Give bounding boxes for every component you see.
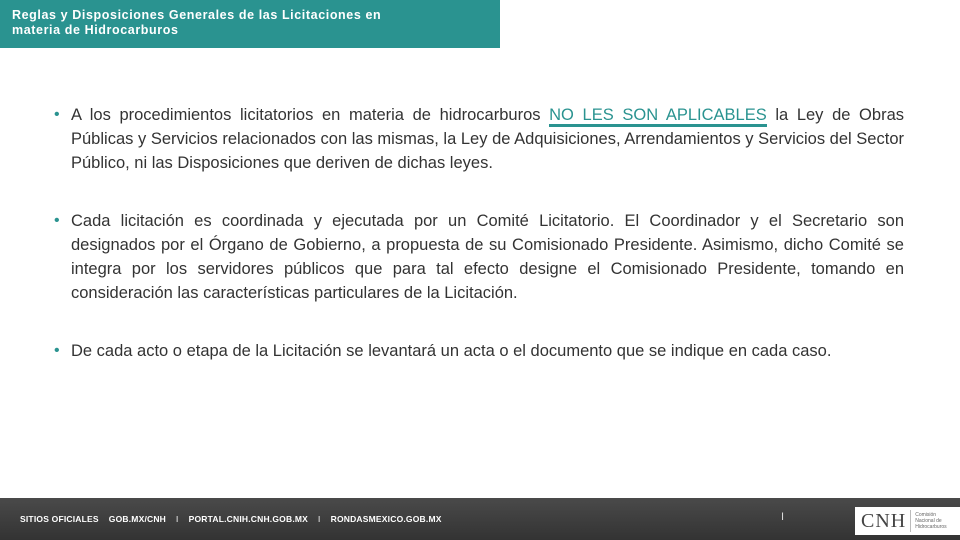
bullet-item-1 bbox=[54, 103, 904, 175]
bullet-item-2 bbox=[54, 209, 904, 305]
footer-separator: I bbox=[176, 514, 179, 524]
cnh-logo-line-1: Comisión bbox=[915, 512, 937, 518]
cnh-logo-line-3: Hidrocarburos bbox=[915, 524, 947, 530]
bullet-dot-icon: • bbox=[54, 106, 60, 123]
slide-title-line-2: materia de Hidrocarburos bbox=[12, 23, 179, 37]
cnh-logo bbox=[855, 507, 960, 535]
slide-title-line-1: Reglas y Disposiciones Generales de las Licitaciones en bbox=[12, 8, 382, 22]
slide-title bbox=[0, 0, 500, 48]
footer-link-rondas[interactable]: RONDASMEXICO.GOB.MX bbox=[330, 514, 442, 524]
footer-separator: I bbox=[318, 514, 321, 524]
bullet-3-text: De cada acto o etapa de la Licitación se levantará un acta o el documento que se indique en cada caso. bbox=[71, 342, 832, 360]
cnh-logo-subtitle bbox=[911, 512, 946, 530]
footer-label: SITIOS OFICIALES bbox=[20, 514, 99, 524]
bullet-item-3 bbox=[54, 339, 904, 363]
page-marker: I bbox=[781, 511, 785, 523]
bullet-2-text: Cada licitación es coordinada y ejecutada por un Comité Licitatorio. El Coordinador y el Secretario son designados por el Órgano de Gobierno, a propuesta de su Comisionado Presidente. Asimismo, dicho Comité se integra por los servidores públicos que para tal efecto designe el Comisionado Presidente, tomando en consideración las características particulares de la Licitación. bbox=[71, 212, 904, 302]
footer-links bbox=[20, 498, 452, 540]
bullet-list bbox=[54, 103, 904, 397]
footer-bar bbox=[0, 498, 960, 540]
bullet-1-text-before: A los procedimientos licitatorios en materia de hidrocarburos bbox=[71, 106, 550, 124]
cnh-logo-mark: CNH bbox=[855, 510, 911, 532]
bullet-dot-icon: • bbox=[54, 342, 60, 359]
bullet-1-highlight: NO LES SON APLICABLES bbox=[549, 106, 767, 127]
bullet-dot-icon: • bbox=[54, 212, 60, 229]
cnh-logo-line-2: Nacional de bbox=[915, 518, 942, 524]
footer-link-gobmx[interactable]: GOB.MX/CNH bbox=[108, 514, 167, 524]
footer-link-portal[interactable]: PORTAL.CNIH.CNH.GOB.MX bbox=[188, 514, 309, 524]
bullet-1-text-after: la Ley de Obras Públicas y Servicios relacionados con las mismas, la Ley de Adquisiciones, Arrendamientos y Servicios del Sector Público, ni las Disposiciones que deriven de dichas leyes. bbox=[71, 106, 904, 172]
